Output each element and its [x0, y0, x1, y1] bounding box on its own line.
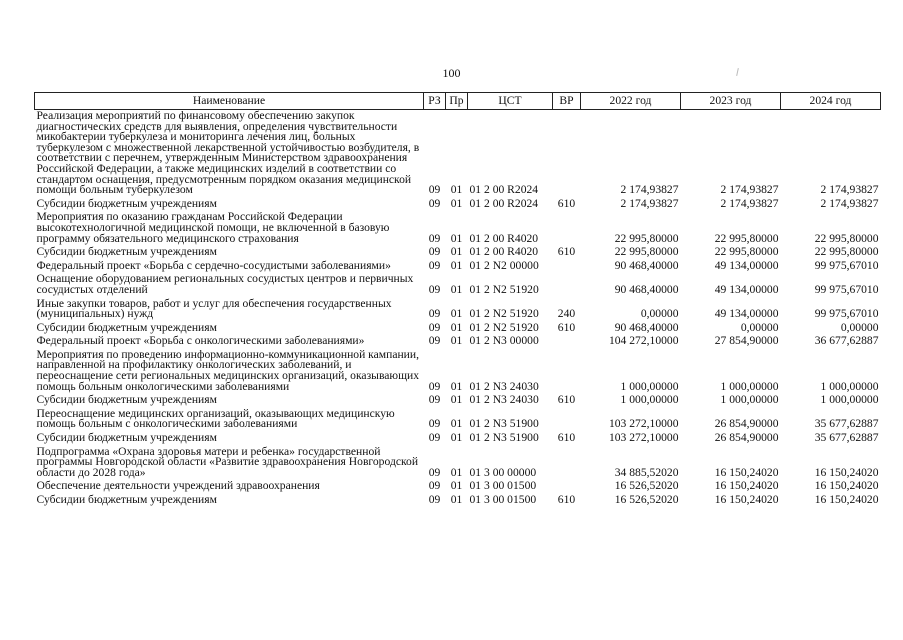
cell-vr: 610: [557, 393, 576, 407]
cell-pr: 01: [450, 258, 463, 272]
cell-vr: [553, 260, 581, 274]
header-2024: 2024 год: [781, 93, 881, 110]
cell-2022: 34 885,52020: [614, 465, 679, 479]
cell-csr: 01 2 N3 24030: [469, 393, 539, 407]
cell-rz: 09: [428, 282, 441, 296]
cell-csr: 01 2 00 R4020: [469, 231, 539, 245]
cell-name: Субсидии бюджетным учреждениям: [36, 431, 217, 445]
cell-2023: 2 174,93827: [720, 183, 779, 197]
table-header-row: [35, 93, 881, 110]
cell-vr: 610: [557, 245, 576, 259]
cell-name: Подпрограмма «Охрана здоровья матери и ребенка» государственной программы Новгородской области «Развитие здравоохранения Новгородской области до 2028 года»: [36, 444, 419, 479]
cell-2024: 16 150,24020: [814, 479, 879, 493]
cell-pr: 01: [450, 245, 463, 259]
cell-2023: 16 150,24020: [714, 479, 779, 493]
cell-rz: 09: [428, 379, 441, 393]
cell-2024: 22 995,80000: [814, 231, 879, 245]
cell-csr: 01 2 00 R2024: [469, 183, 539, 197]
cell-2022: 22 995,80000: [614, 245, 679, 259]
table-row: [35, 349, 881, 394]
table-row: [35, 394, 881, 408]
cell-csr: 01 2 N2 51920: [469, 320, 539, 334]
cell-pr: 01: [450, 196, 463, 210]
cell-pr: 01: [450, 431, 463, 445]
table-row: [35, 298, 881, 322]
cell-vr: [553, 273, 581, 297]
cell-2022: 2 174,93827: [620, 183, 679, 197]
table-row: [35, 432, 881, 446]
cell-name: Обеспечение деятельности учреждений здравоохранения: [36, 479, 320, 493]
cell-2023: 16 150,24020: [714, 465, 779, 479]
table-row: [35, 110, 881, 198]
cell-name: Федеральный проект «Борьба с онкологическими заболеваниями»: [36, 334, 365, 348]
cell-2023: 16 150,24020: [714, 493, 779, 506]
table-row: [35, 322, 881, 336]
table-row: [35, 494, 881, 508]
header-2022: 2022 год: [581, 93, 681, 110]
cell-name: Мероприятия по оказанию гражданам Российской Федерации высокотехнологичной медицинской помощи, не включенной в базовую программу обязательного медицинского страхования: [36, 210, 390, 245]
cell-csr: 01 3 00 01500: [469, 479, 537, 493]
cell-vr: [553, 349, 581, 394]
cell-pr: 01: [450, 320, 463, 334]
cell-vr: [553, 211, 581, 246]
cell-name: Мероприятия по проведению информационно-коммуникационной кампании, направленной на профилактику онкологических заболеваний, и переоснащение сети региональных медицинских организаций, оказывающих помощь больным онкологическими заболеваниями: [36, 347, 420, 393]
cell-pr: 01: [450, 282, 463, 296]
cell-rz: 09: [428, 307, 441, 321]
cell-2022: 22 995,80000: [614, 231, 679, 245]
cell-csr: 01 2 N3 51900: [469, 417, 539, 431]
cell-name: Иные закупки товаров, работ и услуг для обеспечения государственных (муниципальных) нужд: [36, 296, 392, 321]
cell-2023: 27 854,90000: [714, 334, 779, 348]
cell-2024: 1 000,00000: [820, 379, 879, 393]
cell-2023: 49 134,00000: [714, 258, 779, 272]
cell-2024: 99 975,67010: [814, 258, 879, 272]
cell-2023: 22 995,80000: [714, 231, 779, 245]
cell-vr: 610: [557, 431, 576, 445]
cell-2024: 1 000,00000: [820, 393, 879, 407]
cell-rz: 09: [428, 493, 441, 506]
cell-vr: 610: [557, 320, 576, 334]
cell-2022: 103 272,10000: [608, 417, 679, 431]
cell-csr: 01 2 00 R2024: [469, 196, 539, 210]
header-csr: ЦСТ: [468, 93, 553, 110]
table-row: [35, 408, 881, 432]
page-number: 100: [442, 66, 461, 80]
cell-2023: 1 000,00000: [720, 379, 779, 393]
cell-2023: 49 134,00000: [714, 282, 779, 296]
cell-csr: 01 2 N3 24030: [469, 379, 539, 393]
cell-2022: 16 526,52020: [614, 479, 679, 493]
cell-csr: 01 3 00 00000: [469, 465, 537, 479]
table-row: [35, 273, 881, 297]
cell-vr: 610: [557, 196, 576, 210]
table-row: [35, 246, 881, 260]
cell-pr: 01: [450, 379, 463, 393]
cell-name: Оснащение оборудованием региональных сосудистых центров и первичных сосудистых отделений: [36, 272, 414, 296]
cell-2023: 22 995,80000: [714, 245, 779, 259]
header-2023: 2023 год: [681, 93, 781, 110]
cell-2022: 1 000,00000: [620, 393, 679, 407]
cell-rz: 09: [428, 258, 441, 272]
table-row: [35, 335, 881, 349]
table-row: [35, 211, 881, 246]
cell-2022: 90 468,40000: [614, 258, 679, 272]
table-row: [35, 480, 881, 494]
header-pr: Пр: [446, 93, 468, 110]
cell-rz: 09: [428, 393, 441, 407]
header-rz: РЗ: [424, 93, 446, 110]
cell-2024: 36 677,62887: [814, 334, 879, 348]
cell-rz: 09: [428, 196, 441, 210]
cell-rz: 09: [428, 417, 441, 431]
cell-vr: [553, 408, 581, 432]
cell-csr: 01 2 N2 00000: [469, 258, 539, 272]
cell-vr: [553, 480, 581, 494]
table-row: [35, 446, 881, 481]
table-row: [35, 198, 881, 212]
cell-rz: 09: [428, 465, 441, 479]
cell-2022: 103 272,10000: [608, 431, 679, 445]
cell-2024: 35 677,62887: [814, 431, 879, 445]
cell-rz: 09: [428, 183, 441, 197]
cell-2023: 0,00000: [740, 320, 779, 334]
cell-2022: 0,00000: [640, 307, 679, 321]
cell-csr: 01 2 N3 51900: [469, 431, 539, 445]
cell-name: Субсидии бюджетным учреждениям: [36, 320, 217, 334]
table-body: [35, 110, 881, 508]
cell-name: Субсидии бюджетным учреждениям: [36, 196, 217, 210]
cell-pr: 01: [450, 465, 463, 479]
cell-2024: 0,00000: [840, 320, 879, 334]
cell-pr: 01: [450, 231, 463, 245]
cell-2022: 90 468,40000: [614, 282, 679, 296]
cell-2022: 2 174,93827: [620, 196, 679, 210]
cell-pr: 01: [450, 393, 463, 407]
cell-2024: 35 677,62887: [814, 417, 879, 431]
cell-pr: 01: [450, 493, 463, 506]
cell-2024: 2 174,93827: [820, 183, 879, 197]
cell-name: Субсидии бюджетным учреждениям: [36, 245, 217, 259]
cell-pr: 01: [450, 334, 463, 348]
cell-name: Субсидии бюджетным учреждениям: [36, 493, 217, 506]
cell-2022: 90 468,40000: [614, 320, 679, 334]
cell-vr: 610: [557, 493, 576, 506]
table-row: [35, 260, 881, 274]
cell-csr: 01 2 N2 51920: [469, 307, 539, 321]
cell-2022: 104 272,10000: [608, 334, 679, 348]
cell-2024: 99 975,67010: [814, 282, 879, 296]
cell-name: Реализация мероприятий по финансовому обеспечению закупок диагностических средств для выявления, определения чувствительности микобактерии туберкулеза и мониторинга лечения лиц, больных туберкулезом с множественной лекарственной устойчивостью возбудителя, в соответствии с перечнем, утвержденным Министерством здравоохранения Российской Федерации, а также медицинских изделий в соответствии со стандартом оснащения, предусмотренным порядком оказания медицинской помощи больным туберкулезом: [36, 109, 420, 197]
cell-rz: 09: [428, 479, 441, 493]
cell-csr: 01 2 00 R4020: [469, 245, 539, 259]
cell-csr: 01 2 N2 51920: [469, 282, 539, 296]
cell-name: Переоснащение медицинских организаций, оказывающих медицинскую помощь больным с онкологическими заболеваниями: [36, 406, 395, 431]
cell-pr: 01: [450, 479, 463, 493]
cell-pr: 01: [450, 307, 463, 321]
cell-vr: 240: [557, 307, 576, 321]
cell-2024: 2 174,93827: [820, 196, 879, 210]
header-vr: ВР: [553, 93, 581, 110]
cell-rz: 09: [428, 334, 441, 348]
header-name: Наименование: [35, 93, 424, 110]
cell-2024: 22 995,80000: [814, 245, 879, 259]
cell-pr: 01: [450, 183, 463, 197]
cell-2024: 16 150,24020: [814, 493, 879, 506]
cell-2022: 1 000,00000: [620, 379, 679, 393]
cell-2023: 1 000,00000: [720, 393, 779, 407]
cell-rz: 09: [428, 431, 441, 445]
cell-rz: 09: [428, 320, 441, 334]
cell-2023: 49 134,00000: [714, 307, 779, 321]
cell-2023: 26 854,90000: [714, 417, 779, 431]
cell-vr: [553, 335, 581, 349]
cell-vr: [553, 446, 581, 481]
cell-csr: 01 3 00 01500: [469, 493, 537, 506]
cell-pr: 01: [450, 417, 463, 431]
cell-vr: [553, 110, 581, 198]
budget-table: [34, 92, 881, 508]
cell-rz: 09: [428, 245, 441, 259]
cell-rz: 09: [428, 231, 441, 245]
cell-csr: 01 2 N3 00000: [469, 334, 539, 348]
cell-name: Федеральный проект «Борьба с сердечно-сосудистыми заболеваниями»: [36, 258, 391, 272]
cell-2023: 26 854,90000: [714, 431, 779, 445]
cell-2022: 16 526,52020: [614, 493, 679, 506]
cell-2024: 16 150,24020: [814, 465, 879, 479]
cell-2024: 99 975,67010: [814, 307, 879, 321]
cell-name: Субсидии бюджетным учреждениям: [36, 393, 217, 407]
cell-2023: 2 174,93827: [720, 196, 779, 210]
